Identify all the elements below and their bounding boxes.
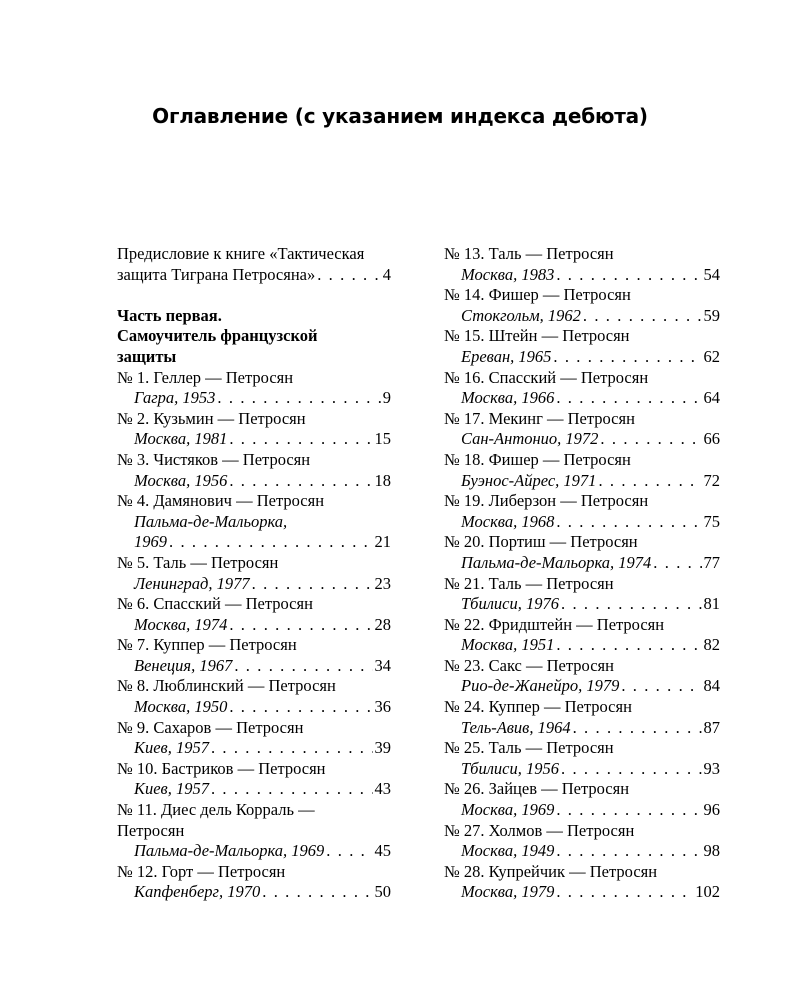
- entry-page: 34: [374, 655, 391, 675]
- left-entries: [117, 368, 391, 903]
- entry-place: Москва, 1969: [461, 800, 555, 820]
- entry-page: 18: [374, 470, 391, 490]
- entry-leader-line: [444, 882, 720, 903]
- part-one-subtitle-1: Самоучитель французской: [117, 326, 318, 346]
- entry-page: 15: [374, 429, 391, 449]
- entry-title: № 10. Бастриков — Петросян: [117, 758, 326, 778]
- toc-entry: [117, 718, 391, 759]
- entry-place: Сан-Антонио, 1972: [461, 429, 599, 449]
- entry-page: 23: [374, 573, 391, 593]
- entry-title: № 1. Геллер — Петросян: [117, 367, 294, 387]
- entry-title: № 8. Люблинский — Петросян: [117, 676, 336, 696]
- preface-title: защита Тиграна Петросяна»: [117, 264, 316, 284]
- leader-dots: [211, 738, 373, 759]
- toc-column-left: [117, 244, 391, 903]
- leader-dots: [229, 429, 372, 450]
- entry-leader-line: [444, 553, 720, 574]
- entry-place: Пальма-де-Мальорка, 1969: [134, 841, 325, 861]
- leader-dots: [262, 882, 372, 903]
- entry-leader-line: [117, 779, 391, 800]
- toc-entry: [444, 738, 720, 779]
- entry-title: № 14. Фишер — Петросян: [444, 285, 631, 305]
- entry-place: Киев, 1957: [134, 779, 209, 799]
- toc-entry: [117, 553, 391, 594]
- entry-page: 9: [382, 388, 391, 408]
- entry-page: 84: [703, 676, 720, 696]
- right-entries: [444, 244, 720, 903]
- entry-place: Москва, 1983: [461, 264, 555, 284]
- entry-title: № 24. Куппер — Петросян: [444, 697, 632, 717]
- entry-place: Москва, 1966: [461, 388, 555, 408]
- entry-page: 72: [703, 470, 720, 490]
- toc-entry: [444, 615, 720, 656]
- entry-place: Киев, 1957: [134, 738, 209, 758]
- entry-page: 81: [703, 594, 720, 614]
- entry-leader-line: [117, 738, 391, 759]
- leader-dots: [211, 779, 373, 800]
- entry-title: № 28. Купрейчик — Петросян: [444, 861, 658, 881]
- entry-place: Москва, 1974: [134, 614, 228, 634]
- leader-dots: [229, 697, 372, 718]
- entry-leader-line: [117, 532, 391, 553]
- entry-place: Капфенберг, 1970: [134, 882, 261, 902]
- entry-place: Москва, 1956: [134, 470, 228, 490]
- toc-entry: [444, 697, 720, 738]
- entry-page: 75: [703, 511, 720, 531]
- entry-place: Рио-де-Жанейро, 1979: [461, 676, 620, 696]
- leader-dots: [653, 553, 701, 574]
- entry-page: 64: [703, 388, 720, 408]
- entry-leader-line: [444, 347, 720, 368]
- entry-place: Ереван, 1965: [461, 346, 552, 366]
- toc-entry: [444, 779, 720, 820]
- entry-place: Москва, 1950: [134, 697, 228, 717]
- toc-entry: [117, 368, 391, 409]
- entry-leader-line: [444, 265, 720, 286]
- page-title: Оглавление (с указанием индекса дебюта): [152, 104, 648, 128]
- leader-dots: [556, 635, 701, 656]
- entry-leader-line: [117, 841, 391, 862]
- toc-entry: [117, 409, 391, 450]
- entry-page: 39: [374, 738, 391, 758]
- leader-dots: [621, 676, 701, 697]
- entry-page: 77: [703, 552, 720, 572]
- leader-dots: [556, 882, 693, 903]
- leader-dots: [556, 265, 701, 286]
- toc-entry: [444, 574, 720, 615]
- entry-title: № 20. Портиш — Петросян: [444, 532, 638, 552]
- entry-page: 82: [703, 635, 720, 655]
- entry-place: Москва, 1951: [461, 635, 555, 655]
- entry-title: № 26. Зайцев — Петросян: [444, 779, 630, 799]
- leader-dots: [169, 532, 373, 553]
- toc-entry: [117, 676, 391, 717]
- toc-entry: [117, 800, 391, 862]
- entry-page: 98: [703, 841, 720, 861]
- entry-place: Ленинград, 1977: [134, 573, 250, 593]
- entry-place: Гагра, 1953: [134, 388, 216, 408]
- preface-page: 4: [382, 264, 391, 284]
- entry-leader-line: [444, 429, 720, 450]
- leader-dots: [326, 841, 372, 862]
- entry-place: 1969: [134, 532, 167, 552]
- toc-column-right: [444, 244, 720, 903]
- entry-page: 43: [374, 779, 391, 799]
- leader-dots: [229, 471, 372, 492]
- entry-title: № 6. Спасский — Петросян: [117, 594, 313, 614]
- leader-dots: [600, 429, 701, 450]
- entry-title: № 7. Куппер — Петросян: [117, 635, 297, 655]
- toc-entry: [117, 450, 391, 491]
- leader-dots: [217, 388, 380, 409]
- leader-dots: [252, 574, 373, 595]
- entry-title: № 25. Таль — Петросян: [444, 738, 614, 758]
- entry-place: Москва, 1949: [461, 841, 555, 861]
- toc-entry: [117, 759, 391, 800]
- toc-entry: [444, 244, 720, 285]
- entry-place: Пальма-де-Мальорка,: [134, 511, 288, 531]
- leader-dots: [317, 265, 381, 286]
- entry-leader-line: [117, 471, 391, 492]
- leader-dots: [229, 615, 372, 636]
- entry-place: Стокгольм, 1962: [461, 305, 581, 325]
- entry-leader-line: [444, 718, 720, 739]
- entry-leader-line: [444, 759, 720, 780]
- entry-place: Тбилиси, 1976: [461, 594, 559, 614]
- entry-title: № 15. Штейн — Петросян: [444, 326, 630, 346]
- entry-leader-line: [117, 429, 391, 450]
- entry-place: Буэнос-Айрес, 1971: [461, 470, 597, 490]
- entry-leader-line: [117, 615, 391, 636]
- leader-dots: [561, 759, 702, 780]
- entry-leader-line: [117, 882, 391, 903]
- toc-entry: [444, 821, 720, 862]
- entry-leader-line: [444, 306, 720, 327]
- entry-title: № 3. Чистяков — Петросян: [117, 449, 311, 469]
- preface-line-2: [117, 265, 391, 286]
- leader-dots: [556, 512, 701, 533]
- entry-title: № 16. Спасский — Петросян: [444, 367, 649, 387]
- toc-entry: [117, 594, 391, 635]
- entry-page: 50: [374, 882, 391, 902]
- entry-leader-line: [117, 656, 391, 677]
- entry-title: № 13. Таль — Петросян: [444, 244, 614, 263]
- entry-leader-line: [117, 388, 391, 409]
- entry-leader-line: [117, 574, 391, 595]
- leader-dots: [553, 347, 701, 368]
- entry-title: № 9. Сахаров — Петросян: [117, 717, 304, 737]
- entry-title: № 22. Фридштейн — Петросян: [444, 614, 665, 634]
- entry-page: 54: [703, 264, 720, 284]
- entry-title: № 5. Таль — Петросян: [117, 552, 279, 572]
- leader-dots: [556, 388, 701, 409]
- entry-title: № 19. Либерзон — Петросян: [444, 491, 649, 511]
- entry-title: № 23. Сакс — Петросян: [444, 655, 614, 675]
- entry-page: 28: [374, 614, 391, 634]
- toc-entry: [117, 862, 391, 903]
- entry-place: Москва, 1968: [461, 511, 555, 531]
- entry-leader-line: [444, 841, 720, 862]
- entry-place: Пальма-де-Мальорка, 1974: [461, 552, 652, 572]
- entry-title: № 2. Кузьмин — Петросян: [117, 408, 306, 428]
- entry-title: № 18. Фишер — Петросян: [444, 449, 631, 469]
- leader-dots: [598, 471, 701, 492]
- toc-entry: [117, 491, 391, 553]
- toc-entry: [444, 409, 720, 450]
- entry-title: № 11. Диес дель Корраль —: [117, 800, 315, 820]
- entry-page: 45: [374, 841, 391, 861]
- entry-leader-line: [444, 512, 720, 533]
- entry-title: № 27. Холмов — Петросян: [444, 820, 635, 840]
- leader-dots: [556, 841, 701, 862]
- leader-dots: [556, 800, 701, 821]
- entry-page: 62: [703, 346, 720, 366]
- entry-leader-line: [444, 635, 720, 656]
- entry-place: Тбилиси, 1956: [461, 758, 559, 778]
- toc-entry: [444, 862, 720, 903]
- toc-entry: [444, 532, 720, 573]
- entry-page: 66: [703, 429, 720, 449]
- toc-entry: [444, 326, 720, 367]
- entry-page: 21: [374, 532, 391, 552]
- entry-title: № 12. Горт — Петросян: [117, 861, 286, 881]
- toc-entry: [444, 368, 720, 409]
- entry-leader-line: [117, 697, 391, 718]
- entry-page: 96: [703, 800, 720, 820]
- toc-entry: [444, 491, 720, 532]
- leader-dots: [583, 306, 702, 327]
- part-one-heading: Часть первая.: [117, 305, 222, 325]
- entry-leader-line: [444, 800, 720, 821]
- entry-page: 36: [374, 697, 391, 717]
- entry-place: Тель-Авив, 1964: [461, 717, 571, 737]
- entry-page: 93: [703, 758, 720, 778]
- toc-entry: [444, 450, 720, 491]
- entry-title: № 17. Мекинг — Петросян: [444, 408, 635, 428]
- entry-leader-line: [444, 388, 720, 409]
- leader-dots: [234, 656, 372, 677]
- entry-page: 102: [695, 882, 720, 902]
- entry-title: № 4. Дамянович — Петросян: [117, 491, 325, 511]
- toc-entry: [444, 285, 720, 326]
- entry-place: Москва, 1979: [461, 882, 555, 902]
- entry-leader-line: [444, 676, 720, 697]
- entry-leader-line: [444, 594, 720, 615]
- entry-place: Москва, 1981: [134, 429, 228, 449]
- entry-title-cont: Петросян: [117, 820, 185, 840]
- entry-place: Венеция, 1967: [134, 655, 233, 675]
- entry-page: 87: [703, 717, 720, 737]
- part-one-subtitle-2: защиты: [117, 346, 177, 366]
- entry-page: 59: [703, 305, 720, 325]
- entry-leader-line: [444, 471, 720, 492]
- entry-title: № 21. Таль — Петросян: [444, 573, 614, 593]
- leader-dots: [561, 594, 702, 615]
- preface-line-1: Предисловие к книге «Тактическая: [117, 244, 365, 263]
- toc-entry: [444, 656, 720, 697]
- leader-dots: [573, 718, 702, 739]
- toc-entry: [117, 635, 391, 676]
